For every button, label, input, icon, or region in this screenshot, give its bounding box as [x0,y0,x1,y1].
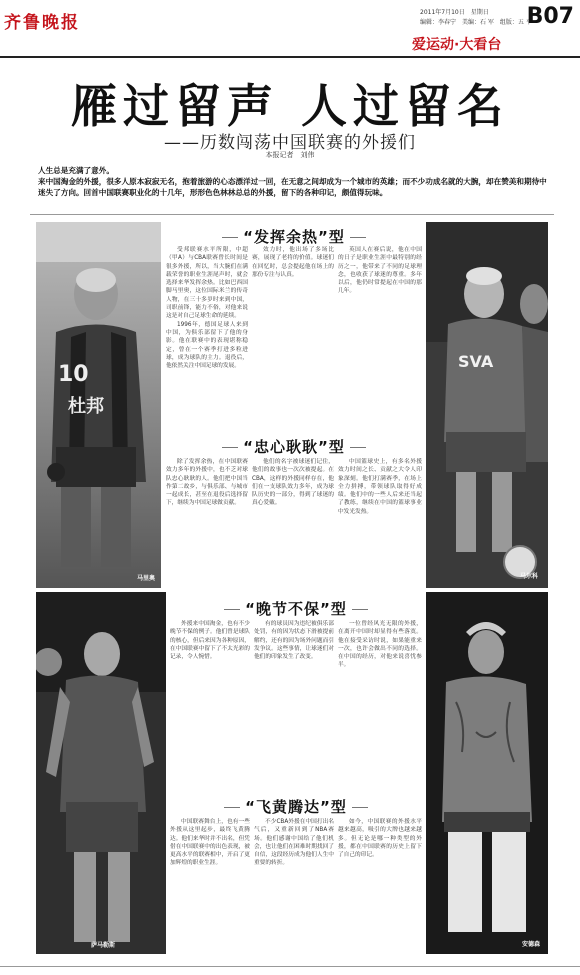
section-3-para-c: 一位曾经风光无限的外援，在离开中国时却显得有些落寞。他在接受采访时说，如果能重来一次，也许会做出不同的选择。在中国的经历，对他来说喜忧参半。 [338,621,422,669]
section-label-right: 大看台 [459,37,502,53]
section-heading-3: “晚节不保”型 [170,598,422,619]
photo-basketballer-2 [426,592,548,954]
section-heading-4: “飞黄腾达”型 [170,796,422,817]
photo-basketballer-1 [36,592,166,954]
article-lead [38,166,554,199]
section-3-col-1 [170,620,250,795]
section-2-col-2 [252,458,334,588]
article-subtitle: ——历数闯荡中国联赛的外援们 [164,133,416,153]
section-2-para-a: 除了发挥余热，在中国联赛效力多年的外援中，也不乏对球队忠心耿耿的人。他们把中国当作第二故乡，与俱乐部、与城市一起成长，甚至在退役后选择留下，继续为中国足球做贡献。 [166,459,248,507]
editor-credits: 编辑：李春宁 美编：石 军 组版：五 平 [420,19,532,26]
page-number: B07 [526,4,574,29]
section-1-col-3 [338,246,422,456]
section-3-col-3 [338,620,422,795]
section-heading-2: “忠心耿耿”型 [166,436,422,457]
section-4-para-a: 中国联赛舞台上，也有一些外援从这里起步，最终飞黄腾达。他们来华时并不出名，但凭借在中国联赛中的出色表现，被更高水平的联赛相中，开启了更加辉煌的职业生涯。 [170,819,250,867]
masthead: 齐鲁晚报 [4,13,80,33]
footer-rule [0,966,580,967]
page-header [0,0,580,58]
section-1-para-b: 1996年，德国足球人来到中国，为俱乐部留下了他的身影。他在联赛中的表现堪称稳定，曾在一个赛季打进多粒进球，成为球队的主力。退役后，他依然关注中国足球的发展。 [166,321,248,370]
photo-caption-4: 安德森 [521,941,540,948]
photo-caption-2: 马尔科 [519,573,538,580]
section-2-para-b: 他们的名字被球迷们记住，他们的故事也一次次被提起。在CBA，这样的外援同样存在，他们在一支球队效力多年，成为球队历史的一部分，得到了球迷的真心爱戴。 [252,459,334,507]
section-4-para-b: 不少CBA外援在中国打出名气后，又重新回到了NBA赛场。他们感谢中国给了他们机会，也让他们在困难时期找回了自信，这段经历成为他们人生中重要的转折。 [254,819,334,867]
title-divider [30,214,554,215]
photo-footballer-1 [36,222,161,588]
section-1-para-a: 受邦联赛水平所限，中超（甲A）与CBA联赛曾长时间是很多外援，所以，当大腕们在满载荣誉的职业生涯尾声时，就会选择来华发挥余热。比如巴西国脚马里奥，这位国际米兰的传奇人物，在三十多岁时来到中国，司职前锋，能力不俗，对他来说这是对自己足球生命的延续。 [166,247,248,320]
section-3-para-b: 有的球员因为违纪被俱乐部处罚，有的因为状态下滑被提前解约，还有的因为场外问题而引发争议。这些事情，让球迷们对他们的印象发生了改变。 [254,621,334,661]
section-4-para-c: 如今，中国联赛的外援水平越来越高，吸引的大牌也越来越多。但无论是哪一种类型的外援，都在中国联赛的历史上留下了自己的印记。 [338,819,422,859]
section-2-col-1 [166,458,248,588]
lead-paragraph-1: 人生总是充满了意外。 [38,166,114,175]
section-4-col-2 [254,818,334,958]
section-3-col-2 [254,620,334,795]
shirt-text-2: SVA [458,352,494,371]
section-label-dot: · [454,37,460,53]
section-label [412,34,501,54]
lead-paragraph-2: 来中国淘金的外援，很多人原本寂寂无名，抱着旅游的心态漂洋过一回，在无意之间却成为一个城市的英雄；而不少功成名就的大腕，却在赞美和期待中迷失了方向。回首中国联赛职业化的十几年，形形色色林林总总的外援，留下的各种印记，颇值得玩味。 [38,177,547,197]
section-4-col-3 [338,818,422,958]
article-title: 雁过留声 人过留名 [70,79,509,133]
section-1-para-d: 英国人在赛后说，他在中国的日子是职业生涯中最特别的经历之一，他带来了不同的足球理念，也收获了球迷的尊重。多年以后，他仍时常提起在中国的那几年。 [338,247,422,295]
section-2-para-c: 中国篮球史上，有多名外援效力时间之长、贡献之大令人印象深刻。他们打满赛季，在场上全力拼搏，带领球队取得好成绩。他们中的一些人后来还当起了教练，继续在中国的篮球事业中发光发热。 [338,459,422,515]
section-label-left: 爱运动 [412,37,454,53]
photo-footballer-2 [426,222,548,588]
section-1-col-2 [252,246,334,456]
article-byline: 本报记者 刘伟 [265,151,315,159]
section-1-para-c: 效力时，他出场了多场比赛，展现了老将的价值。球迷们在回忆时，总会提起他在场上的那份专注与认真。 [252,247,334,278]
photo-caption-1: 马里奥 [136,575,155,582]
section-heading-1: “发挥余热”型 [166,226,422,247]
header-info [420,8,540,28]
section-4-col-1 [170,818,250,958]
shirt-text-1: 杜邦 [68,396,104,417]
issue-date: 2011年7月10日 星期日 [420,9,489,16]
photo-caption-3: 萨马勒斯 [91,942,116,949]
section-2-col-3 [338,458,422,588]
section-3-para-a: 外援来中国淘金，也有不少晚节不保的例子。他们曾是球队的核心，但后来因为各种原因，在中国联赛中留下了不太光彩的记录，令人惋惜。 [170,621,250,661]
shirt-number: 10 [58,362,89,387]
section-1-col-1 [166,246,248,456]
